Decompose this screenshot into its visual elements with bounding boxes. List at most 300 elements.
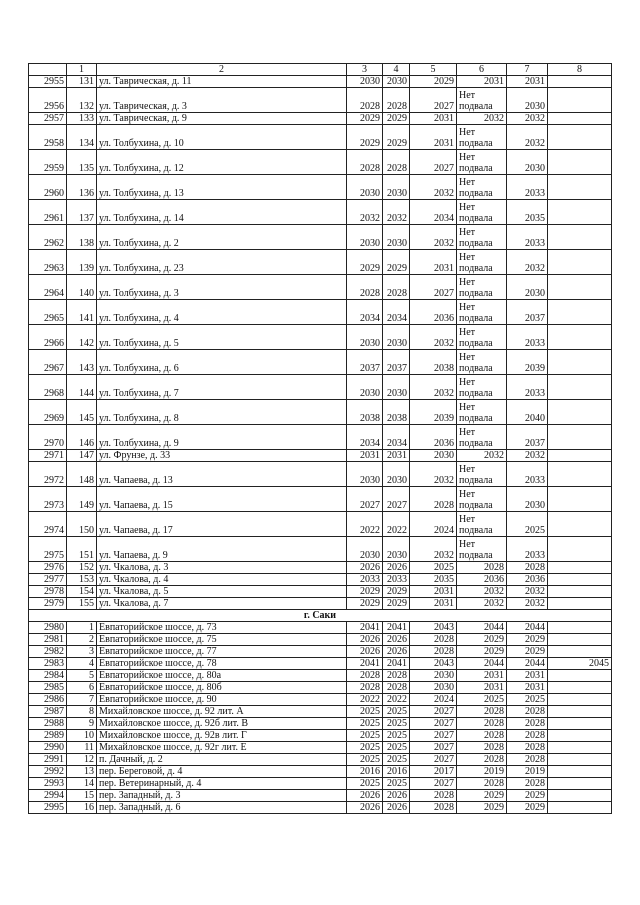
local-number-cell: 16 xyxy=(67,802,97,814)
local-number-cell: 135 xyxy=(67,150,97,175)
col-7-cell: 2028 xyxy=(507,742,548,754)
address-cell: ул. Чкалова, д. 7 xyxy=(97,598,347,610)
col-4-cell: 2026 xyxy=(383,646,410,658)
col-7-cell: 2032 xyxy=(507,586,548,598)
col-3-cell: 2028 xyxy=(347,150,383,175)
table-row xyxy=(29,350,612,375)
col-5-cell: 2036 xyxy=(410,425,457,450)
header-row xyxy=(29,64,612,76)
col-8-cell xyxy=(548,125,612,150)
col-3-cell: 2030 xyxy=(347,537,383,562)
col-5-cell: 2027 xyxy=(410,778,457,790)
col-7-cell: 2031 xyxy=(507,76,548,88)
col-6-cell: 2028 xyxy=(457,562,507,574)
col-3-cell: 2025 xyxy=(347,730,383,742)
col-5-cell: 2027 xyxy=(410,88,457,113)
col-3-cell: 2027 xyxy=(347,487,383,512)
col-6-cell: 2029 xyxy=(457,634,507,646)
col-7-cell: 2028 xyxy=(507,778,548,790)
global-number-cell: 2981 xyxy=(29,634,67,646)
table-row xyxy=(29,225,612,250)
global-number-cell: 2993 xyxy=(29,778,67,790)
col-3-cell: 2030 xyxy=(347,225,383,250)
registry-sheet xyxy=(28,63,611,814)
col-8-cell xyxy=(548,562,612,574)
col-7-cell: 2032 xyxy=(507,598,548,610)
col-3-cell: 2026 xyxy=(347,790,383,802)
col-7-cell: 2028 xyxy=(507,562,548,574)
local-number-cell: 14 xyxy=(67,778,97,790)
col-5-cell: 2038 xyxy=(410,350,457,375)
local-number-cell: 7 xyxy=(67,694,97,706)
col-5-cell: 2032 xyxy=(410,225,457,250)
col-4-cell: 2030 xyxy=(383,325,410,350)
col-3-cell: 2026 xyxy=(347,802,383,814)
address-cell: Михайловское шоссе, д. 92в лит. Г xyxy=(97,730,347,742)
col-5-cell: 2028 xyxy=(410,646,457,658)
global-number-cell: 2979 xyxy=(29,598,67,610)
address-cell: ул. Толбухина, д. 4 xyxy=(97,300,347,325)
table-row xyxy=(29,754,612,766)
col-5-cell: 2030 xyxy=(410,450,457,462)
col-5-cell: 2028 xyxy=(410,802,457,814)
table-row xyxy=(29,562,612,574)
local-number-cell: 2 xyxy=(67,634,97,646)
col-6-cell: 2029 xyxy=(457,802,507,814)
col-8-cell xyxy=(548,802,612,814)
col-7-cell: 2028 xyxy=(507,706,548,718)
col-4-cell: 2031 xyxy=(383,450,410,462)
col-8-cell xyxy=(548,598,612,610)
address-cell: Евпаторийское шоссе, д. 90 xyxy=(97,694,347,706)
address-cell: ул. Толбухина, д. 10 xyxy=(97,125,347,150)
local-number-cell: 147 xyxy=(67,450,97,462)
address-cell: пер. Ветеринарный, д. 4 xyxy=(97,778,347,790)
col-6-cell: Нет подвала xyxy=(457,487,507,512)
col-3-cell: 2025 xyxy=(347,778,383,790)
col-5-cell: 2043 xyxy=(410,622,457,634)
col-7-cell: 2044 xyxy=(507,658,548,670)
table-row xyxy=(29,125,612,150)
header-cell: 6 xyxy=(457,64,507,76)
col-8-cell xyxy=(548,742,612,754)
registry-table xyxy=(28,63,612,814)
col-3-cell: 2028 xyxy=(347,275,383,300)
col-4-cell: 2037 xyxy=(383,350,410,375)
col-7-cell: 2030 xyxy=(507,275,548,300)
col-5-cell: 2031 xyxy=(410,125,457,150)
local-number-cell: 8 xyxy=(67,706,97,718)
col-3-cell: 2025 xyxy=(347,706,383,718)
col-4-cell: 2030 xyxy=(383,537,410,562)
col-6-cell: Нет подвала xyxy=(457,150,507,175)
table-row xyxy=(29,250,612,275)
global-number-cell: 2965 xyxy=(29,300,67,325)
col-5-cell: 2032 xyxy=(410,537,457,562)
col-8-cell xyxy=(548,586,612,598)
col-7-cell: 2031 xyxy=(507,670,548,682)
col-4-cell: 2032 xyxy=(383,200,410,225)
col-5-cell: 2030 xyxy=(410,670,457,682)
global-number-cell: 2977 xyxy=(29,574,67,586)
global-number-cell: 2962 xyxy=(29,225,67,250)
col-7-cell: 2033 xyxy=(507,462,548,487)
col-8-cell xyxy=(548,375,612,400)
address-cell: ул. Таврическая, д. 3 xyxy=(97,88,347,113)
global-number-cell: 2972 xyxy=(29,462,67,487)
col-3-cell: 2034 xyxy=(347,425,383,450)
col-3-cell: 2030 xyxy=(347,375,383,400)
address-cell: ул. Толбухина, д. 14 xyxy=(97,200,347,225)
col-7-cell: 2044 xyxy=(507,622,548,634)
col-6-cell: 2028 xyxy=(457,742,507,754)
col-3-cell: 2028 xyxy=(347,88,383,113)
address-cell: Евпаторийское шоссе, д. 75 xyxy=(97,634,347,646)
col-6-cell: 2028 xyxy=(457,730,507,742)
global-number-cell: 2985 xyxy=(29,682,67,694)
col-6-cell: Нет подвала xyxy=(457,375,507,400)
col-6-cell: Нет подвала xyxy=(457,512,507,537)
table-row xyxy=(29,730,612,742)
header-cell: 1 xyxy=(67,64,97,76)
col-4-cell: 2028 xyxy=(383,670,410,682)
col-6-cell: 2029 xyxy=(457,790,507,802)
col-8-cell xyxy=(548,175,612,200)
col-3-cell: 2026 xyxy=(347,646,383,658)
col-8-cell xyxy=(548,537,612,562)
col-5-cell: 2032 xyxy=(410,325,457,350)
col-5-cell: 2027 xyxy=(410,718,457,730)
global-number-cell: 2973 xyxy=(29,487,67,512)
col-3-cell: 2029 xyxy=(347,113,383,125)
col-8-cell xyxy=(548,634,612,646)
global-number-cell: 2984 xyxy=(29,670,67,682)
address-cell: ул. Чапаева, д. 13 xyxy=(97,462,347,487)
col-4-cell: 2029 xyxy=(383,113,410,125)
global-number-cell: 2974 xyxy=(29,512,67,537)
table-row xyxy=(29,766,612,778)
col-7-cell: 2029 xyxy=(507,802,548,814)
col-7-cell: 2040 xyxy=(507,400,548,425)
address-cell: ул. Таврическая, д. 9 xyxy=(97,113,347,125)
col-6-cell: Нет подвала xyxy=(457,325,507,350)
address-cell: Михайловское шоссе, д. 92б лит. В xyxy=(97,718,347,730)
table-row xyxy=(29,487,612,512)
table-row xyxy=(29,622,612,634)
col-6-cell: 2032 xyxy=(457,598,507,610)
col-8-cell xyxy=(548,790,612,802)
global-number-cell: 2970 xyxy=(29,425,67,450)
col-5-cell: 2028 xyxy=(410,790,457,802)
local-number-cell: 146 xyxy=(67,425,97,450)
col-7-cell: 2029 xyxy=(507,634,548,646)
col-6-cell: Нет подвала xyxy=(457,400,507,425)
address-cell: Евпаторийское шоссе, д. 78 xyxy=(97,658,347,670)
col-7-cell: 2033 xyxy=(507,325,548,350)
col-3-cell: 2025 xyxy=(347,742,383,754)
col-4-cell: 2030 xyxy=(383,375,410,400)
table-row xyxy=(29,802,612,814)
col-6-cell: Нет подвала xyxy=(457,200,507,225)
col-7-cell: 2033 xyxy=(507,175,548,200)
local-number-cell: 9 xyxy=(67,718,97,730)
address-cell: ул. Толбухина, д. 2 xyxy=(97,225,347,250)
col-7-cell: 2030 xyxy=(507,487,548,512)
col-8-cell xyxy=(548,150,612,175)
col-4-cell: 2027 xyxy=(383,487,410,512)
col-3-cell: 2022 xyxy=(347,694,383,706)
col-4-cell: 2025 xyxy=(383,706,410,718)
col-8-cell xyxy=(548,275,612,300)
global-number-cell: 2987 xyxy=(29,706,67,718)
table-row xyxy=(29,400,612,425)
col-7-cell: 2025 xyxy=(507,694,548,706)
col-4-cell: 2033 xyxy=(383,574,410,586)
global-number-cell: 2990 xyxy=(29,742,67,754)
local-number-cell: 155 xyxy=(67,598,97,610)
col-8-cell xyxy=(548,400,612,425)
col-4-cell: 2030 xyxy=(383,76,410,88)
global-number-cell: 2957 xyxy=(29,113,67,125)
col-6-cell: 2032 xyxy=(457,450,507,462)
global-number-cell: 2989 xyxy=(29,730,67,742)
table-row xyxy=(29,537,612,562)
local-number-cell: 136 xyxy=(67,175,97,200)
col-7-cell: 2035 xyxy=(507,200,548,225)
address-cell: пер. Западный, д. 3 xyxy=(97,790,347,802)
local-number-cell: 142 xyxy=(67,325,97,350)
local-number-cell: 154 xyxy=(67,586,97,598)
col-5-cell: 2025 xyxy=(410,562,457,574)
col-4-cell: 2030 xyxy=(383,462,410,487)
table-row xyxy=(29,706,612,718)
local-number-cell: 11 xyxy=(67,742,97,754)
col-3-cell: 2028 xyxy=(347,670,383,682)
col-7-cell: 2039 xyxy=(507,350,548,375)
col-8-cell xyxy=(548,200,612,225)
local-number-cell: 4 xyxy=(67,658,97,670)
table-row xyxy=(29,300,612,325)
local-number-cell: 145 xyxy=(67,400,97,425)
col-4-cell: 2028 xyxy=(383,275,410,300)
col-4-cell: 2026 xyxy=(383,802,410,814)
col-6-cell: 2044 xyxy=(457,658,507,670)
col-6-cell: Нет подвала xyxy=(457,225,507,250)
local-number-cell: 13 xyxy=(67,766,97,778)
col-8-cell xyxy=(548,300,612,325)
address-cell: Михайловское шоссе, д. 92г лит. Е xyxy=(97,742,347,754)
global-number-cell: 2968 xyxy=(29,375,67,400)
table-row xyxy=(29,425,612,450)
table-row xyxy=(29,670,612,682)
table-row xyxy=(29,574,612,586)
local-number-cell: 152 xyxy=(67,562,97,574)
table-row xyxy=(29,175,612,200)
col-4-cell: 2034 xyxy=(383,425,410,450)
global-number-cell: 2961 xyxy=(29,200,67,225)
global-number-cell: 2992 xyxy=(29,766,67,778)
col-8-cell xyxy=(548,646,612,658)
col-8-cell xyxy=(548,718,612,730)
local-number-cell: 10 xyxy=(67,730,97,742)
col-8-cell xyxy=(548,462,612,487)
address-cell: ул. Толбухина, д. 13 xyxy=(97,175,347,200)
col-6-cell: Нет подвала xyxy=(457,250,507,275)
col-3-cell: 2025 xyxy=(347,754,383,766)
col-3-cell: 2029 xyxy=(347,250,383,275)
address-cell: Евпаторийское шоссе, д. 80б xyxy=(97,682,347,694)
col-4-cell: 2030 xyxy=(383,175,410,200)
col-4-cell: 2025 xyxy=(383,730,410,742)
local-number-cell: 144 xyxy=(67,375,97,400)
col-3-cell: 2022 xyxy=(347,512,383,537)
address-cell: ул. Чкалова, д. 3 xyxy=(97,562,347,574)
col-3-cell: 2041 xyxy=(347,658,383,670)
address-cell: Евпаторийское шоссе, д. 80а xyxy=(97,670,347,682)
col-5-cell: 2031 xyxy=(410,598,457,610)
col-4-cell: 2022 xyxy=(383,512,410,537)
col-3-cell: 2030 xyxy=(347,462,383,487)
col-7-cell: 2032 xyxy=(507,125,548,150)
col-4-cell: 2025 xyxy=(383,718,410,730)
col-3-cell: 2030 xyxy=(347,175,383,200)
local-number-cell: 137 xyxy=(67,200,97,225)
col-7-cell: 2033 xyxy=(507,375,548,400)
col-5-cell: 2031 xyxy=(410,113,457,125)
col-5-cell: 2043 xyxy=(410,658,457,670)
col-8-cell xyxy=(548,88,612,113)
global-number-cell: 2956 xyxy=(29,88,67,113)
col-8-cell xyxy=(548,754,612,766)
local-number-cell: 143 xyxy=(67,350,97,375)
col-7-cell: 2032 xyxy=(507,250,548,275)
local-number-cell: 149 xyxy=(67,487,97,512)
header-cell: 2 xyxy=(97,64,347,76)
col-5-cell: 2024 xyxy=(410,694,457,706)
header-cell: 7 xyxy=(507,64,548,76)
address-cell: ул. Чапаева, д. 15 xyxy=(97,487,347,512)
table-row xyxy=(29,375,612,400)
local-number-cell: 1 xyxy=(67,622,97,634)
global-number-cell: 2975 xyxy=(29,537,67,562)
col-6-cell: Нет подвала xyxy=(457,462,507,487)
col-6-cell: Нет подвала xyxy=(457,300,507,325)
global-number-cell: 2969 xyxy=(29,400,67,425)
col-3-cell: 2016 xyxy=(347,766,383,778)
col-7-cell: 2030 xyxy=(507,88,548,113)
table-row xyxy=(29,658,612,670)
global-number-cell: 2963 xyxy=(29,250,67,275)
col-4-cell: 2028 xyxy=(383,682,410,694)
address-cell: ул. Чкалова, д. 4 xyxy=(97,574,347,586)
col-3-cell: 2029 xyxy=(347,125,383,150)
col-3-cell: 2037 xyxy=(347,350,383,375)
col-6-cell: 2019 xyxy=(457,766,507,778)
col-6-cell: 2028 xyxy=(457,718,507,730)
col-4-cell: 2026 xyxy=(383,634,410,646)
col-8-cell: 2045 xyxy=(548,658,612,670)
col-7-cell: 2028 xyxy=(507,730,548,742)
col-5-cell: 2028 xyxy=(410,634,457,646)
col-8-cell xyxy=(548,425,612,450)
col-7-cell: 2031 xyxy=(507,682,548,694)
col-3-cell: 2026 xyxy=(347,634,383,646)
col-4-cell: 2025 xyxy=(383,742,410,754)
global-number-cell: 2983 xyxy=(29,658,67,670)
global-number-cell: 2982 xyxy=(29,646,67,658)
col-7-cell: 2029 xyxy=(507,790,548,802)
col-8-cell xyxy=(548,574,612,586)
header-cell: 8 xyxy=(548,64,612,76)
section-row xyxy=(29,610,612,622)
col-4-cell: 2016 xyxy=(383,766,410,778)
col-6-cell: Нет подвала xyxy=(457,350,507,375)
table-row xyxy=(29,462,612,487)
col-8-cell xyxy=(548,766,612,778)
col-4-cell: 2029 xyxy=(383,250,410,275)
col-8-cell xyxy=(548,250,612,275)
col-6-cell: 2032 xyxy=(457,113,507,125)
col-5-cell: 2027 xyxy=(410,275,457,300)
col-7-cell: 2032 xyxy=(507,450,548,462)
col-3-cell: 2026 xyxy=(347,562,383,574)
col-3-cell: 2038 xyxy=(347,400,383,425)
col-3-cell: 2033 xyxy=(347,574,383,586)
col-3-cell: 2032 xyxy=(347,200,383,225)
local-number-cell: 138 xyxy=(67,225,97,250)
col-4-cell: 2028 xyxy=(383,150,410,175)
global-number-cell: 2986 xyxy=(29,694,67,706)
col-5-cell: 2032 xyxy=(410,175,457,200)
col-5-cell: 2024 xyxy=(410,512,457,537)
local-number-cell: 139 xyxy=(67,250,97,275)
address-cell: пер. Береговой, д. 4 xyxy=(97,766,347,778)
col-5-cell: 2027 xyxy=(410,150,457,175)
table-row xyxy=(29,718,612,730)
col-3-cell: 2031 xyxy=(347,450,383,462)
col-6-cell: Нет подвала xyxy=(457,175,507,200)
global-number-cell: 2980 xyxy=(29,622,67,634)
address-cell: п. Дачный, д. 2 xyxy=(97,754,347,766)
table-row xyxy=(29,88,612,113)
col-5-cell: 2032 xyxy=(410,462,457,487)
table-row xyxy=(29,634,612,646)
local-number-cell: 133 xyxy=(67,113,97,125)
local-number-cell: 151 xyxy=(67,537,97,562)
address-cell: Евпаторийское шоссе, д. 77 xyxy=(97,646,347,658)
col-4-cell: 2041 xyxy=(383,658,410,670)
col-5-cell: 2028 xyxy=(410,487,457,512)
col-3-cell: 2030 xyxy=(347,325,383,350)
col-5-cell: 2031 xyxy=(410,250,457,275)
address-cell: ул. Таврическая, д. 11 xyxy=(97,76,347,88)
global-number-cell: 2976 xyxy=(29,562,67,574)
col-5-cell: 2027 xyxy=(410,754,457,766)
col-8-cell xyxy=(548,225,612,250)
address-cell: Евпаторийское шоссе, д. 73 xyxy=(97,622,347,634)
global-number-cell: 2964 xyxy=(29,275,67,300)
address-cell: ул. Толбухина, д. 7 xyxy=(97,375,347,400)
col-8-cell xyxy=(548,76,612,88)
address-cell: пер. Западный, д. 6 xyxy=(97,802,347,814)
table-row xyxy=(29,150,612,175)
global-number-cell: 2959 xyxy=(29,150,67,175)
col-4-cell: 2038 xyxy=(383,400,410,425)
global-number-cell: 2988 xyxy=(29,718,67,730)
col-5-cell: 2027 xyxy=(410,742,457,754)
local-number-cell: 3 xyxy=(67,646,97,658)
address-cell: ул. Чкалова, д. 5 xyxy=(97,586,347,598)
